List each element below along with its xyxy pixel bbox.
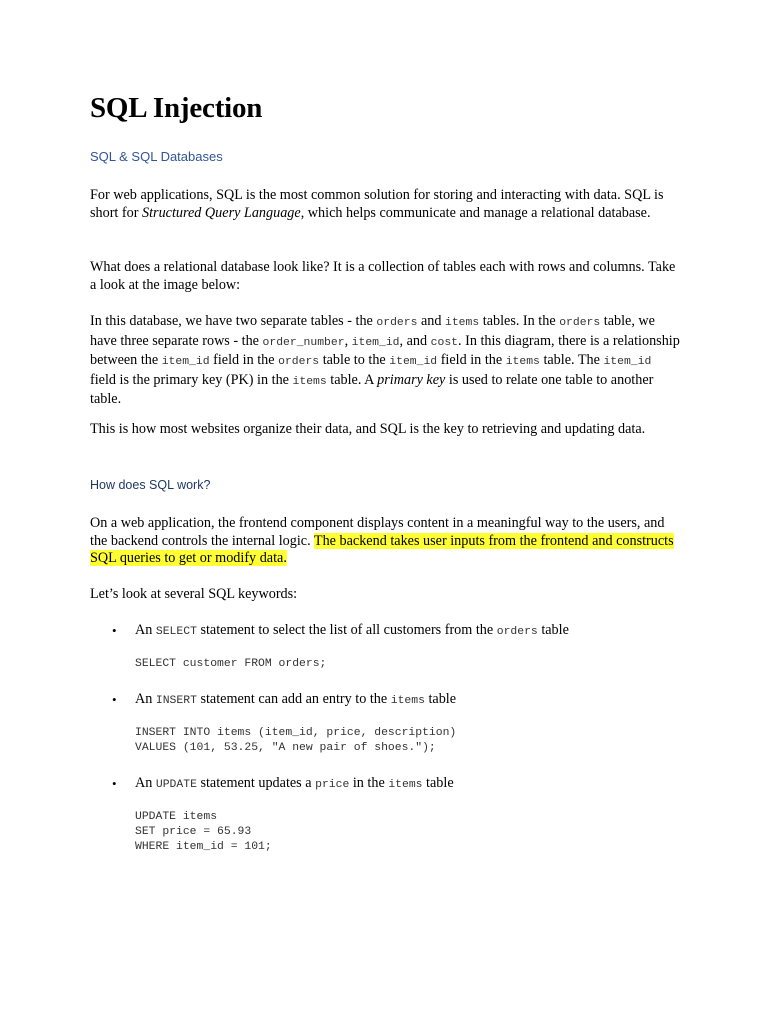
code-block: INSERT INTO items (item_id, price, description) VALUES (101, 53.25, "A new pair of shoes.");: [135, 727, 457, 755]
text: table: [537, 622, 569, 638]
text: table to the: [319, 352, 390, 369]
text: An: [135, 775, 156, 791]
text: , which helps communicate and manage a relational database.: [300, 204, 651, 221]
inline-code: cost: [430, 336, 458, 349]
section-heading-sql-databases: SQL & SQL Databases: [90, 149, 223, 164]
text: is used to relate one table to another table.: [90, 371, 654, 408]
list-item-text: [135, 775, 454, 795]
text: table: [424, 691, 457, 707]
text: . In this diagram, there is a relationship between the: [90, 332, 680, 369]
text: statement to select the list of all customers from the: [196, 622, 497, 638]
text: An: [135, 622, 156, 638]
inline-code: items: [388, 779, 423, 791]
inline-code: SELECT: [155, 626, 197, 638]
text: statement updates a: [196, 775, 316, 791]
section-heading-how-sql-works: How does SQL work?: [90, 478, 211, 492]
inline-code: item_id: [603, 356, 652, 369]
list-item-text: [135, 622, 569, 642]
code-block: SELECT customer FROM orders;: [135, 658, 327, 670]
intro-paragraph: [90, 187, 680, 222]
inline-code: items: [505, 356, 540, 369]
inline-code: INSERT: [155, 695, 197, 707]
text: field is the primary key (PK) in the: [90, 371, 293, 388]
inline-code: items: [292, 375, 327, 388]
text: in the: [349, 775, 389, 791]
emphasis-text: Structured Query Language: [142, 204, 301, 221]
inline-code: orders: [278, 356, 320, 369]
relational-db-paragraph: What does a relational database look like? It is a collection of tables each with rows and columns. Take a look at the image below:: [90, 259, 676, 293]
text: and: [417, 313, 446, 329]
inline-code: orders: [559, 317, 601, 329]
inline-code: orders: [376, 317, 418, 329]
keywords-intro: Let’s look at several SQL keywords:: [90, 586, 298, 602]
inline-code: item_id: [389, 356, 438, 369]
bullet-icon: •: [112, 776, 117, 791]
inline-code: price: [315, 779, 350, 791]
inline-code: orders: [496, 626, 538, 638]
text: On a web application, the frontend component displays content in a meaningful way to the users, and the backend controls the internal logic.: [90, 515, 665, 549]
text: table. A: [326, 371, 378, 388]
inline-code: UPDATE: [155, 779, 197, 791]
organize-data-paragraph: This is how most websites organize their data, and SQL is the key to retrieving and updating data.: [90, 421, 646, 437]
text: table: [422, 775, 454, 791]
bullet-icon: •: [112, 623, 117, 638]
text: In this database, we have two separate tables - the: [90, 313, 377, 329]
web-app-paragraph: [90, 515, 680, 568]
text: table. The: [539, 352, 604, 369]
emphasis-text: primary key: [377, 371, 446, 388]
text: statement can add an entry to the: [196, 691, 391, 707]
text: field in the: [209, 352, 279, 369]
highlighted-text: The backend takes user inputs from the frontend and constructs SQL queries to get or modify data.: [90, 532, 674, 567]
inline-code: item_id: [351, 336, 400, 349]
inline-code: order_number: [262, 336, 345, 349]
text: table, we have three separate rows - the: [90, 313, 655, 349]
text: An: [135, 691, 156, 707]
page-title: SQL Injection: [90, 92, 263, 124]
tables-paragraph: [90, 313, 680, 409]
inline-code: items: [390, 695, 425, 707]
text: field in the: [437, 352, 506, 369]
bullet-icon: •: [112, 692, 117, 707]
inline-code: items: [445, 317, 480, 329]
text: For web applications, SQL is the most common solution for storing and interacting with data. SQL is short for: [90, 187, 664, 221]
text: , and: [399, 332, 431, 349]
inline-code: item_id: [161, 356, 210, 369]
list-item-text: [135, 691, 456, 711]
code-block: UPDATE items SET price = 65.93 WHERE item_id = 101;: [135, 811, 272, 854]
text: tables. In the: [479, 313, 560, 329]
text: ,: [344, 332, 352, 349]
